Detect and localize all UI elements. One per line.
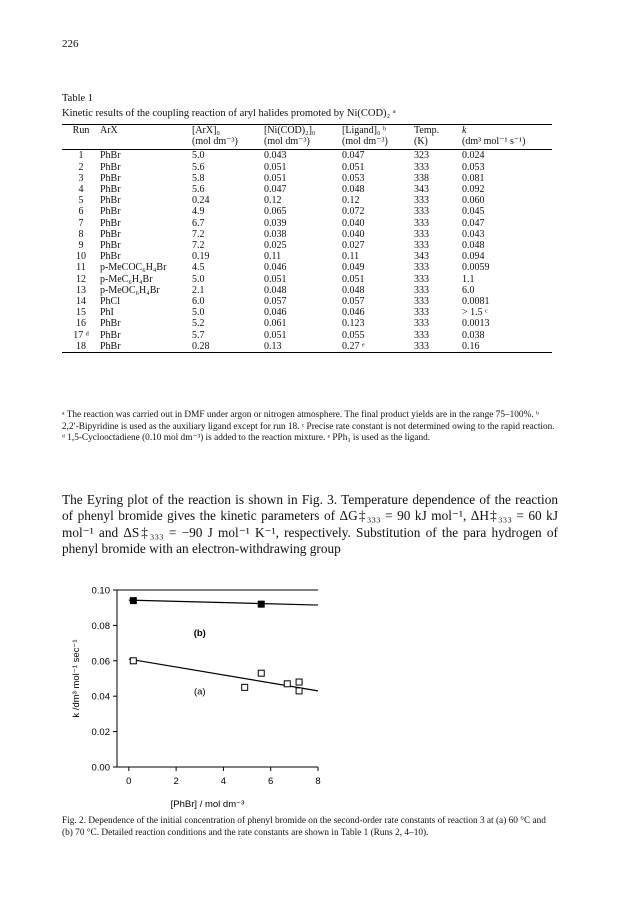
table-cell: 0.051: [264, 273, 287, 285]
table-cell: 13: [76, 284, 86, 296]
table-cell: PhBr: [100, 195, 121, 207]
data-point-a: [258, 670, 264, 676]
table-cell: PhBr: [100, 318, 121, 330]
table-label: Table 1: [62, 93, 94, 104]
table-cell: 1: [78, 150, 84, 162]
table-cell: 8: [78, 228, 84, 240]
page-number: 226: [62, 38, 79, 50]
table-cell: 0.046: [342, 307, 365, 319]
fit-line-b: [129, 600, 318, 605]
table-cell: 333: [414, 307, 429, 319]
col-temp: Temp. (K): [414, 125, 440, 148]
table-row: [62, 240, 552, 251]
table-cell: p-MeCOC₆H₄Br: [100, 262, 167, 274]
table-cell: 0.047: [264, 184, 287, 196]
table-cell: 0.11: [264, 251, 282, 263]
table-cell: 0.045: [462, 206, 485, 218]
col-arx-conc: [ArX]₀ (mol dm⁻³): [192, 125, 238, 148]
table-cell: 343: [414, 184, 429, 196]
table-cell: PhBr: [100, 340, 121, 352]
table-cell: 0.048: [264, 284, 287, 296]
table-cell: 0.047: [342, 150, 365, 162]
table-cell: PhI: [100, 307, 114, 319]
table-cell: 6.0: [462, 284, 475, 296]
table-cell: 0.065: [264, 206, 287, 218]
table-cell: 0.057: [264, 296, 287, 308]
table-cell: 0.053: [462, 161, 485, 173]
table-cell: 333: [414, 206, 429, 218]
data-point-a: [296, 679, 302, 685]
table-cell: 3: [78, 172, 84, 184]
table-cell: 10: [76, 251, 86, 263]
table-cell: 0.0081: [462, 296, 490, 308]
table-cell: 333: [414, 284, 429, 296]
table-cell: 333: [414, 318, 429, 330]
table-cell: 0.046: [264, 307, 287, 319]
table-cell: PhBr: [100, 240, 121, 252]
table-cell: 0.048: [342, 284, 365, 296]
table-cell: 0.12: [264, 195, 282, 207]
table-cell: 333: [414, 240, 429, 252]
table-cell: 338: [414, 172, 429, 184]
y-tick-label: 0.08: [91, 620, 110, 632]
table-cell: PhBr: [100, 329, 121, 341]
table-cell: 0.043: [264, 150, 287, 162]
table-cell: 5.0: [192, 307, 205, 319]
table-cell: 0.049: [342, 262, 365, 274]
table-cell: 0.055: [342, 329, 365, 341]
figure-2-chart: [62, 580, 362, 810]
table-cell: 0.081: [462, 172, 485, 184]
table-cell: 4.9: [192, 206, 205, 218]
x-tick-label: 2: [173, 776, 179, 787]
table-row: [62, 330, 552, 341]
figure-caption: Fig. 2. Dependence of the initial concentration of phenyl bromide on the second-order rate constants of reaction 3 at (a) 60 °C and (b) 70 °C. Detailed reaction conditions and the rate constants are shown in Table 1 (Runs 2, 4–10).: [62, 816, 546, 838]
table-cell: 0.092: [462, 184, 485, 196]
table-cell: p-MeOC₆H₄Br: [100, 284, 160, 296]
table-cell: 2.1: [192, 284, 205, 296]
data-point-a: [296, 688, 302, 694]
table-cell: 0.053: [342, 172, 365, 184]
table-cell: 0.040: [342, 217, 365, 229]
table-cell: 0.046: [264, 262, 287, 274]
chart-fit-lines: [129, 600, 318, 691]
table-cell: PhBr: [100, 161, 121, 173]
table-row: [62, 262, 552, 273]
series-label-a: (a): [193, 686, 206, 698]
table-cell: 17 ᵈ: [73, 329, 89, 341]
table-cell: 0.0059: [462, 262, 490, 274]
table-cell: 0.043: [462, 228, 485, 240]
table-cell: PhBr: [100, 184, 121, 196]
table-cell: 5.0: [192, 273, 205, 285]
table-row: [62, 218, 552, 229]
table-cell: PhBr: [100, 228, 121, 240]
table-cell: 0.11: [342, 251, 360, 263]
table-cell: 0.072: [342, 206, 365, 218]
table-row: [62, 229, 552, 240]
kinetics-table: [62, 124, 552, 353]
table-cell: PhBr: [100, 206, 121, 218]
table-cell: 7: [78, 217, 84, 229]
table-row: [62, 150, 552, 162]
table-row: [62, 251, 552, 262]
table-row: [62, 307, 552, 318]
table-cell: 2: [78, 161, 84, 173]
table-cell: 333: [414, 329, 429, 341]
table-caption: Kinetic results of the coupling reaction of aryl halides promoted by Ni(COD)₂ ᵃ: [62, 108, 396, 119]
chart-points: [130, 598, 302, 694]
y-tick-label: 0.02: [91, 727, 110, 739]
table-cell: 0.13: [264, 340, 282, 352]
table-row: [62, 173, 552, 184]
table-row: [62, 285, 552, 296]
table-cell: 4: [78, 184, 84, 196]
table-row: [62, 206, 552, 217]
table-cell: PhCl: [100, 296, 121, 308]
table-footnote: ᵃ The reaction was carried out in DMF under argon or nitrogen atmosphere. The final product yields are in the range 75–100%. ᵇ 2,2′-Bipyridine is used as the auxiliary ligand except for run 18. ᶜ Precise rate constant is not determined owing to the rapid reaction. ᵈ 1,5-Cyclooctadiene (0.10 mol dm⁻³) is added to the reaction mixture. ᵉ PPh₃ is used as the ligand.: [62, 410, 555, 444]
table-cell: 0.0013: [462, 318, 490, 330]
table-cell: 6: [78, 206, 84, 218]
table-cell: 0.094: [462, 251, 485, 263]
table-cell: PhBr: [100, 217, 121, 229]
table-row: [62, 318, 552, 329]
table-cell: 5: [78, 195, 84, 207]
table-cell: 4.5: [192, 262, 205, 274]
table-cell: 0.027: [342, 240, 365, 252]
table-cell: 5.8: [192, 172, 205, 184]
table-cell: 333: [414, 161, 429, 173]
table-cell: 7.2: [192, 228, 205, 240]
col-ni-conc: [Ni(COD)₂]₀ (mol dm⁻³): [264, 125, 316, 148]
table-cell: 0.12: [342, 195, 360, 207]
table-cell: 0.051: [264, 172, 287, 184]
x-tick-label: 0: [126, 776, 132, 787]
table-cell: 0.051: [342, 273, 365, 285]
table-row: [62, 296, 552, 307]
table-row: [62, 274, 552, 285]
table-cell: 0.048: [342, 184, 365, 196]
table-cell: 333: [414, 273, 429, 285]
table-cell: 333: [414, 262, 429, 274]
table-cell: 0.038: [462, 329, 485, 341]
data-point-a: [130, 658, 136, 664]
table-cell: 0.040: [342, 228, 365, 240]
table-cell: 14: [76, 296, 86, 308]
data-point-b: [130, 598, 136, 604]
y-tick-label: 0.04: [91, 691, 110, 703]
col-k: k (dm³ mol⁻¹ s⁻¹): [462, 125, 526, 148]
table-cell: 0.24: [192, 195, 210, 207]
table-row: [62, 341, 552, 353]
table-cell: 6.0: [192, 296, 205, 308]
table-cell: 323: [414, 150, 429, 162]
table-cell: 0.057: [342, 296, 365, 308]
table-cell: 5.0: [192, 150, 205, 162]
table-row: [62, 195, 552, 206]
data-point-a: [284, 681, 290, 687]
table-cell: 333: [414, 217, 429, 229]
data-point-a: [242, 684, 248, 690]
table-cell: PhBr: [100, 150, 121, 162]
table-cell: p-MeC₆H₄Br: [100, 273, 153, 285]
col-ligand-conc: [Ligand]₀ ᵇ (mol dm⁻³): [342, 125, 388, 148]
table-cell: 16: [76, 318, 86, 330]
col-run: Run: [72, 125, 90, 136]
table-body: [62, 150, 552, 353]
table-row: [62, 184, 552, 195]
table-cell: 0.024: [462, 150, 485, 162]
y-tick-label: 0.10: [91, 585, 110, 597]
table-cell: > 1.5 ᶜ: [462, 307, 488, 319]
data-point-b: [258, 601, 264, 607]
table-cell: 0.025: [264, 240, 287, 252]
table-cell: PhBr: [100, 251, 121, 263]
table-row: [62, 162, 552, 173]
x-axis-label: [PhBr] / mol dm⁻³: [170, 799, 245, 810]
table-cell: 0.19: [192, 251, 210, 263]
table-cell: 1.1: [462, 273, 475, 285]
table-cell: 0.051: [264, 329, 287, 341]
table-cell: 5.2: [192, 318, 205, 330]
table-cell: 333: [414, 228, 429, 240]
body-paragraph: The Eyring plot of the reaction is shown in Fig. 3. Temperature dependence of the reaction of phenyl bromide gives the kinetic parameters of ΔG‡₃₃₃ = 90 kJ mol⁻¹, ΔH‡₃₃₃ = 60 kJ mol⁻¹ and ΔS‡₃₃₃ = −90 J mol⁻¹ K⁻¹, respectively. Substitution of the para hydrogen of phenyl bromide with an electron-withdrawing group: [62, 492, 558, 557]
table-cell: 0.28: [192, 340, 210, 352]
table-cell: 343: [414, 251, 429, 263]
table-cell: 11: [76, 262, 86, 274]
series-label-b: (b): [193, 628, 206, 640]
table-cell: 0.047: [462, 217, 485, 229]
table-cell: 0.051: [342, 161, 365, 173]
y-tick-label: 0.00: [91, 762, 110, 774]
table-cell: PhBr: [100, 172, 121, 184]
table-cell: 5.7: [192, 329, 205, 341]
table-cell: 5.6: [192, 184, 205, 196]
table-cell: 6.7: [192, 217, 205, 229]
y-axis-label: k /dm³ mol⁻¹ sec⁻¹: [71, 639, 82, 718]
table-cell: 0.048: [462, 240, 485, 252]
x-tick-label: 4: [220, 776, 227, 787]
table-cell: 333: [414, 195, 429, 207]
table-cell: 0.051: [264, 161, 287, 173]
table-cell: 18: [76, 340, 86, 352]
table-cell: 0.123: [342, 318, 365, 330]
y-tick-label: 0.06: [91, 656, 110, 668]
table-cell: 7.2: [192, 240, 205, 252]
x-tick-label: 6: [268, 776, 274, 787]
table-cell: 9: [78, 240, 84, 252]
table-cell: 333: [414, 340, 429, 352]
table-cell: 0.16: [462, 340, 480, 352]
col-arx: ArX: [100, 125, 118, 136]
table-cell: 15: [76, 307, 86, 319]
table-cell: 0.038: [264, 228, 287, 240]
table-cell: 0.27 ᵉ: [342, 340, 365, 352]
table-cell: 333: [414, 296, 429, 308]
table-cell: 0.039: [264, 217, 287, 229]
table-cell: 12: [76, 273, 86, 285]
table-cell: 0.060: [462, 195, 485, 207]
chart-labels: [71, 586, 321, 811]
x-tick-label: 8: [315, 776, 321, 787]
table-cell: 5.6: [192, 161, 205, 173]
table-cell: 0.061: [264, 318, 287, 330]
table-header: [62, 125, 552, 150]
